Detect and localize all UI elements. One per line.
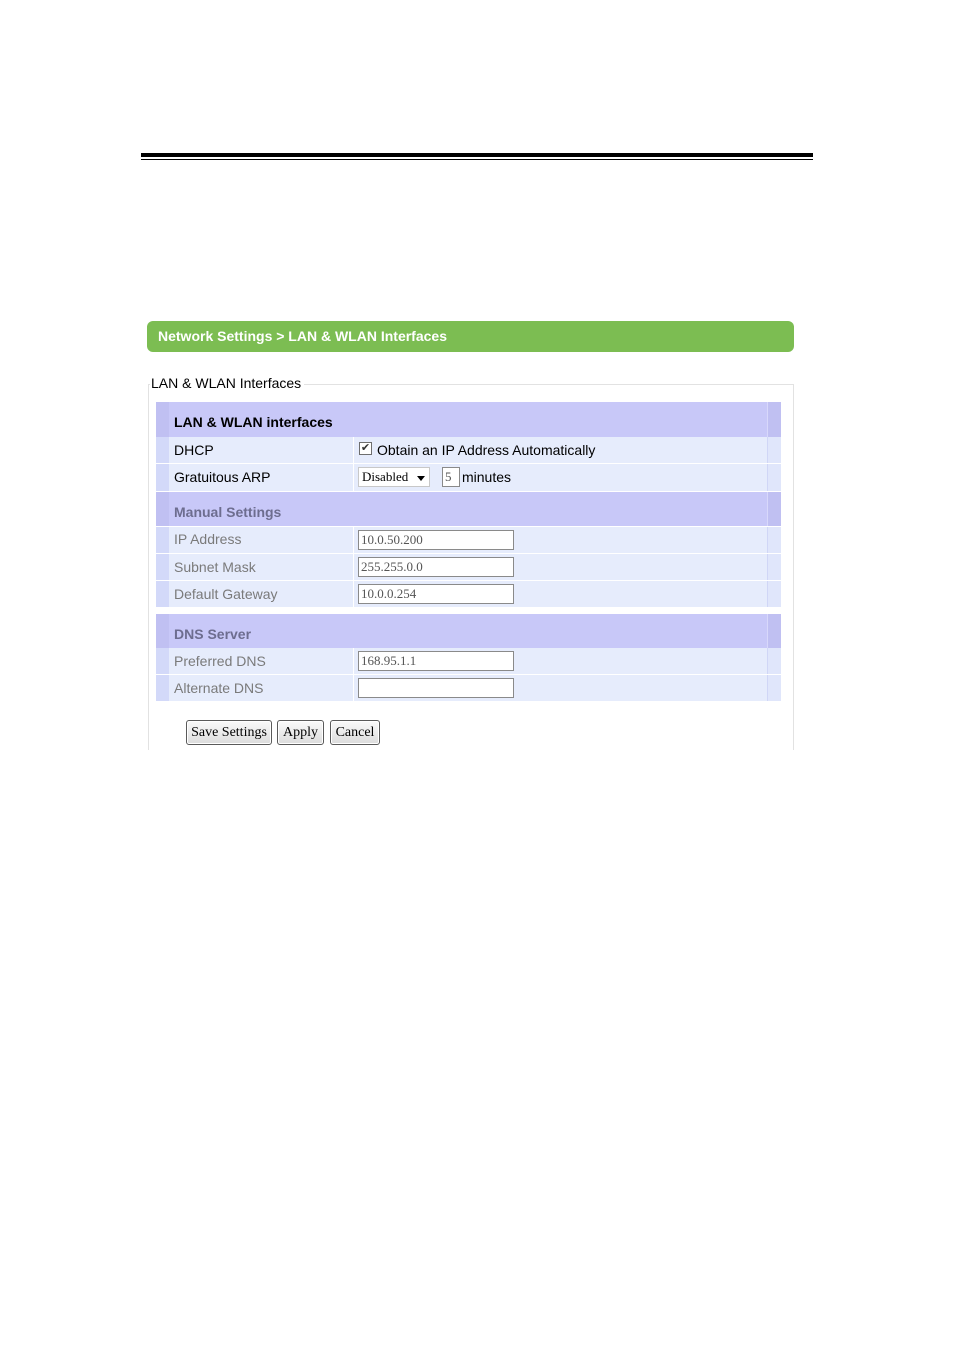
preferred-dns-label: Preferred DNS xyxy=(174,653,266,669)
default-gateway-row xyxy=(156,581,781,607)
ip-address-input[interactable]: 10.0.50.200 xyxy=(358,530,514,550)
section-title: LAN & WLAN Interfaces xyxy=(150,375,304,391)
header-rule-thick xyxy=(141,153,813,157)
dhcp-checkbox[interactable] xyxy=(359,442,372,455)
alternate-dns-input[interactable] xyxy=(358,678,514,698)
header-rule-thin xyxy=(141,159,813,160)
gratuitous-arp-select-value: Disabled xyxy=(362,469,409,484)
checkmark-icon: ✔ xyxy=(360,442,371,454)
lan-wlan-header-label: LAN & WLAN interfaces xyxy=(174,414,333,430)
lan-wlan-header-row xyxy=(156,402,781,437)
ip-address-row xyxy=(156,527,781,553)
gratuitous-arp-row xyxy=(156,464,781,491)
default-gateway-label: Default Gateway xyxy=(174,586,278,602)
preferred-dns-row xyxy=(156,648,781,674)
default-gateway-input[interactable]: 10.0.0.254 xyxy=(358,584,514,604)
manual-settings-header-row xyxy=(156,492,781,526)
alternate-dns-label: Alternate DNS xyxy=(174,680,264,696)
subnet-mask-input[interactable]: 255.255.0.0 xyxy=(358,557,514,577)
manual-settings-header-label: Manual Settings xyxy=(174,504,282,520)
chevron-down-icon xyxy=(417,476,425,481)
ip-address-label: IP Address xyxy=(174,531,242,547)
gratuitous-arp-label: Gratuitous ARP xyxy=(174,469,271,485)
preferred-dns-input[interactable]: 168.95.1.1 xyxy=(358,651,514,671)
subnet-mask-row xyxy=(156,554,781,580)
cancel-button[interactable]: Cancel xyxy=(330,720,380,745)
dns-server-header-label: DNS Server xyxy=(174,626,252,642)
gratuitous-arp-select[interactable] xyxy=(358,467,430,487)
breadcrumb: Network Settings > LAN & WLAN Interfaces xyxy=(147,321,794,352)
alternate-dns-row xyxy=(156,675,781,701)
save-settings-button[interactable]: Save Settings xyxy=(186,720,272,745)
dhcp-checkbox-label[interactable]: Obtain an IP Address Automatically xyxy=(377,442,596,458)
apply-button[interactable]: Apply xyxy=(277,720,324,745)
dhcp-row xyxy=(156,437,781,463)
arp-minutes-label: minutes xyxy=(462,469,512,485)
dhcp-label: DHCP xyxy=(174,442,214,458)
dns-server-header-row xyxy=(156,614,781,648)
subnet-mask-label: Subnet Mask xyxy=(174,559,256,575)
arp-minutes-input[interactable]: 5 xyxy=(442,467,460,487)
